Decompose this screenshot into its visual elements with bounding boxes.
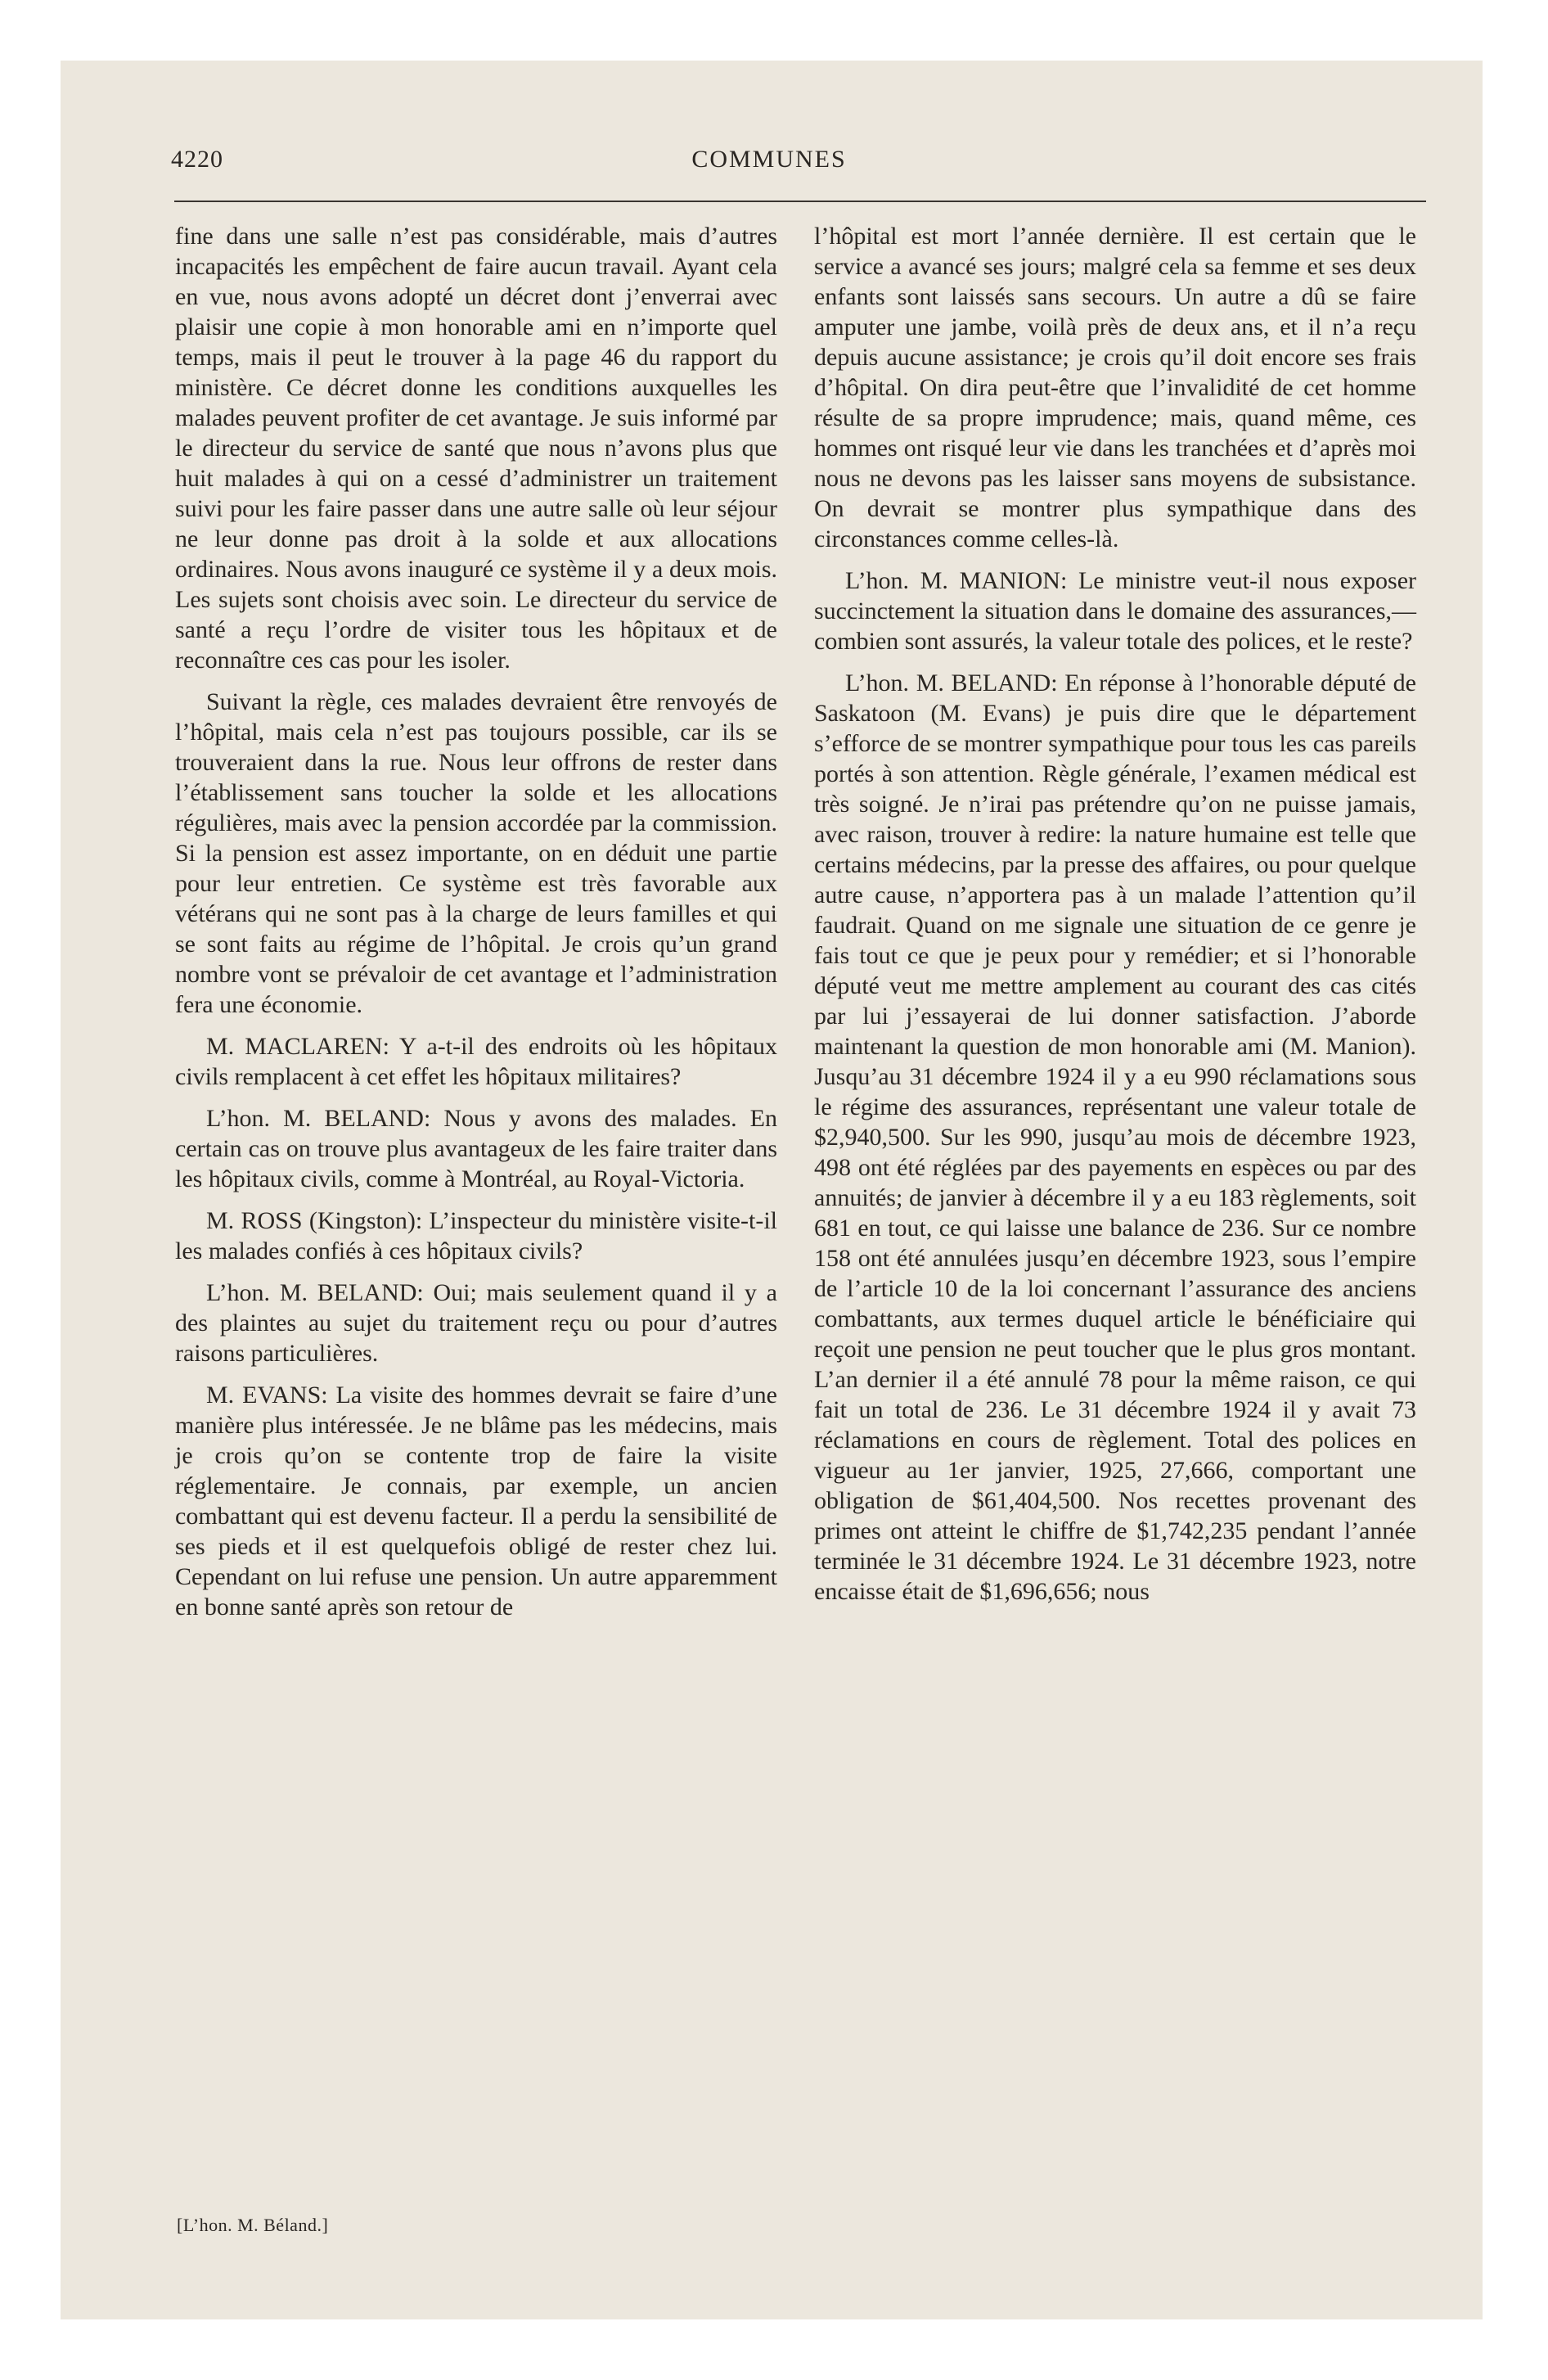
page-number: 4220	[171, 146, 223, 173]
left-column	[175, 221, 777, 1634]
paragraph: fine dans une salle n’est pas considérable, mais d’autres incapacités les empêchent de faire aucun travail. Ayant cela en vue, nous avons adopté un décret dont j’enverrai avec plaisir une copie à mon honorable ami en n’importe quel temps, mais il peut le trouver à la page 46 du rapport du ministère. Ce décret donne les conditions auxquelles les malades peuvent profiter de cet avantage. Je suis informé par le directeur du service de santé que nous n’avons plus que huit malades à qui on a cessé d’administrer un traitement suivi pour les faire passer dans une autre salle où leur séjour ne leur donne pas droit à la solde et aux allocations ordinaires. Nous avons inauguré ce système il y a deux mois. Les sujets sont choisis avec soin. Le directeur du service de santé a reçu l’ordre de visiter tous les hôpitaux et de reconnaître ces cas pour les isoler.	[175, 223, 777, 674]
paragraph: L’hon. M. MANION: Le ministre veut-il nous exposer succinctement la situation dans le domaine des assurances,—combien sont assurés, la valeur totale des polices, et le reste?	[814, 567, 1416, 655]
speaker-footer-tag: [L’hon. M. Béland.]	[177, 2215, 329, 2235]
paragraph: L’hon. M. BELAND: En réponse à l’honorable député de Saskatoon (M. Evans) je puis dire que le département s’efforce de se montrer sympathique pour tous les cas pareils portés à son attention. Règle générale, l’examen médical est très soigné. Je n’irai pas prétendre qu’on ne puisse jamais, avec raison, trouver à redire: la nature humaine est telle que certains médecins, par la presse des affaires, ou pour quelque autre cause, n’apportera pas à un malade l’attention qu’il faudrait. Quand on me signale une situation de ce genre je fais tout ce que je peux pour y remédier; et si l’honorable député veut me mettre amplement au courant des cas cités par lui j’essayerai de lui donner satisfaction. J’aborde maintenant la question de mon honorable ami (M. Manion). Jusqu’au 31 décembre 1924 il y a eu 990 réclamations sous le régime des assurances, représentant une valeur totale de $2,940,500. Sur les 990, jusqu’au mois de décembre 1923, 498 ont été réglées par des payements en espèces ou par des annuités; de janvier à décembre il y a eu 183 règlements, soit 681 en tout, ce qui laisse une balance de 236. Sur ce nombre 158 ont été annulées jusqu’en décembre 1923, sous l’empire de l’article 10 de la loi concernant l’assurance des anciens combattants, aux termes duquel article le bénéficiaire qui reçoit une pension ne peut toucher que le plus gros montant. L’an dernier il a été annulé 78 pour la même raison, ce qui fait un total de 236. Le 31 décembre 1924 il y avait 73 réclamations en cours de règlement. Total des polices en vigueur au 1er janvier, 1925, 27,666, comportant une obligation de $61,404,500. Nos recettes provenant des primes ont atteint le chiffre de $1,742,235 pendant l’année terminée le 31 décembre 1924. Le 31 décembre 1923, notre encaisse était de $1,696,656; nous	[814, 669, 1416, 1605]
paragraph: M. ROSS (Kingston): L’inspecteur du ministère visite-t-il les malades confiés à ces hôpitaux civils?	[175, 1207, 777, 1264]
paragraph: Suivant la règle, ces malades devraient être renvoyés de l’hôpital, mais cela n’est pas toujours possible, car ils se trouveraient dans la rue. Nous leur offrons de rester dans l’établissement sans toucher la solde et les allocations régulières, mais avec la pension accordée par la commission. Si la pension est assez importante, on en déduit une partie pour leur entretien. Ce système est très favorable aux vétérans qui ne sont pas à la charge de leurs familles et qui se sont faits au régime de l’hôpital. Je crois qu’un grand nombre vont se prévaloir de cet avantage et l’administration fera une économie.	[175, 688, 777, 1018]
paragraph: l’hôpital est mort l’année dernière. Il est certain que le service a avancé ses jours; malgré cela sa femme et ses deux enfants sont laissés sans secours. Un autre a dû se faire amputer une jambe, voilà près de deux ans, et il n’a reçu depuis aucune assistance; je crois qu’il doit encore ses frais d’hôpital. On dira peut-être que l’invalidité de cet homme résulte de sa propre imprudence; mais, quand même, ces hommes ont risqué leur vie dans les tranchées et d’après moi nous ne devons pas les laisser sans moyens de subsistance. On devrait se montrer plus sympathique dans des circonstances comme celles-là.	[814, 223, 1416, 552]
header-rule	[174, 201, 1426, 202]
paragraph: L’hon. M. BELAND: Nous y avons des malades. En certain cas on trouve plus avantageux de les faire traiter dans les hôpitaux civils, comme à Montréal, au Royal-Victoria.	[175, 1105, 777, 1192]
right-column	[814, 221, 1416, 1618]
paragraph: M. MACLAREN: Y a-t-il des endroits où les hôpitaux civils remplacent à cet effet les hôpitaux militaires?	[175, 1033, 777, 1090]
running-title: COMMUNES	[691, 146, 847, 173]
paragraph: M. EVANS: La visite des hommes devrait se faire d’une manière plus intéressée. Je ne blâme pas les médecins, mais je crois qu’on se contente trop de faire la visite réglementaire. Je connais, par exemple, un ancien combattant qui est devenu facteur. Il a perdu la sensibilité de ses pieds et il est quelquefois obligé de rester chez lui. Cependant on lui refuse une pension. Un autre apparemment en bonne santé après son retour de	[175, 1382, 777, 1620]
page-header	[110, 146, 1428, 178]
paragraph: L’hon. M. BELAND: Oui; mais seulement quand il y a des plaintes au sujet du traitement reçu ou pour d’autres raisons particulières.	[175, 1279, 777, 1367]
